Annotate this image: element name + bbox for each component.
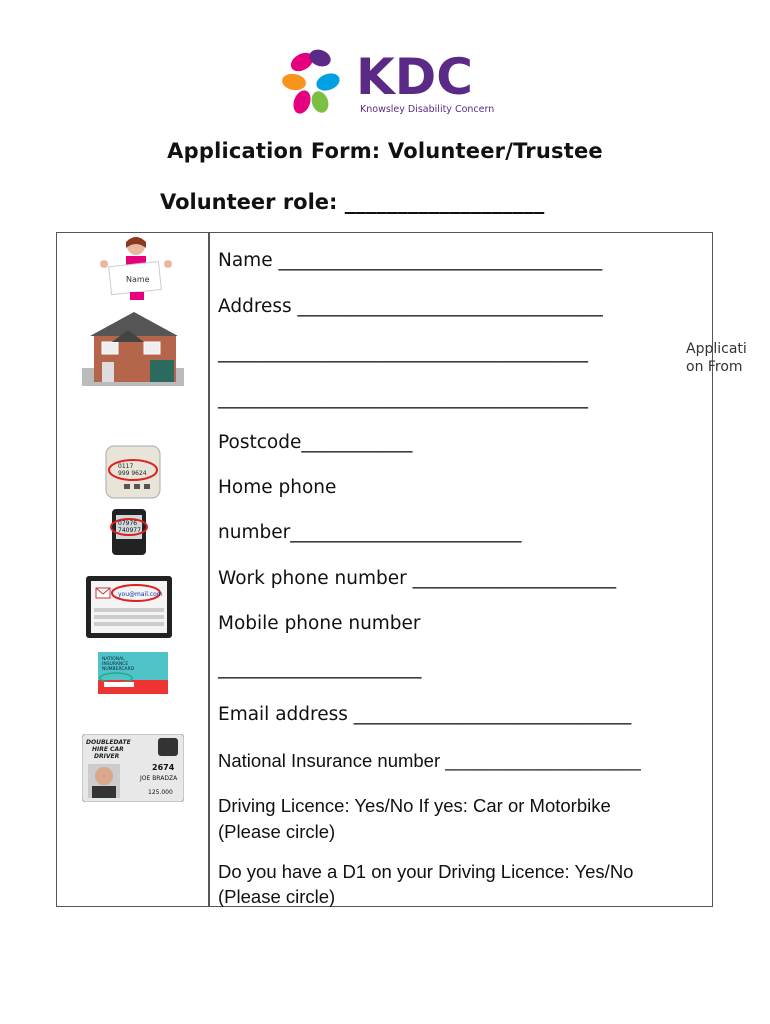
- svg-text:NUMBERCARD: NUMBERCARD: [102, 667, 135, 672]
- work-phone-field[interactable]: Work phone number ______________________: [218, 568, 617, 589]
- svg-text:DOUBLEDATE: DOUBLEDATE: [86, 739, 131, 746]
- svg-text:you@mail.com: you@mail.com: [118, 591, 163, 598]
- mobile-phone-label: Mobile phone number: [218, 613, 421, 634]
- name-field[interactable]: Name ___________________________________: [218, 250, 603, 271]
- svg-text:740977: 740977: [118, 527, 141, 534]
- svg-text:JOE BRADZA: JOE BRADZA: [140, 775, 178, 782]
- svg-text:07976: 07976: [118, 520, 138, 527]
- side-note: Applicati on From: [686, 341, 747, 375]
- svg-text:0117: 0117: [118, 463, 134, 470]
- svg-text:999 9624: 999 9624: [118, 470, 147, 477]
- mobile-phone-field[interactable]: ______________________: [218, 658, 422, 679]
- svg-text:NATIONAL: NATIONAL: [102, 657, 125, 662]
- postcode-field[interactable]: Postcode____________: [218, 432, 413, 453]
- home-phone-icon: [104, 444, 162, 500]
- d1-question[interactable]: Do you have a D1 on your Driving Licence: Yes/No: [218, 861, 634, 882]
- volunteer-role-field[interactable]: Volunteer role: ___________________: [160, 190, 545, 214]
- national-insurance-field[interactable]: National Insurance number ___________________: [218, 750, 641, 771]
- home-phone-label: Home phone: [218, 477, 337, 498]
- mobile-phone-icon: [106, 509, 152, 555]
- driving-licence-question[interactable]: Driving Licence: Yes/No If yes: Car or Motorbike: [218, 795, 611, 816]
- home-phone-field[interactable]: number_________________________: [218, 522, 522, 543]
- address-field[interactable]: Address _________________________________: [218, 296, 603, 317]
- svg-text:2674: 2674: [152, 763, 175, 772]
- logo-subtitle-text: Knowsley Disability Concern: [360, 104, 495, 115]
- address-line-2-field[interactable]: ________________________________________: [218, 342, 588, 363]
- column-divider: [208, 232, 210, 907]
- tablet-email-icon: [86, 576, 172, 638]
- page-title: Application Form: Volunteer/Trustee: [167, 139, 603, 163]
- national-insurance-card-icon: [98, 652, 168, 694]
- svg-text:INSURANCE: INSURANCE: [102, 662, 129, 667]
- house-icon: [82, 308, 184, 386]
- svg-text:125.000: 125.000: [148, 789, 173, 796]
- d1-note: (Please circle): [218, 886, 336, 907]
- kdc-logo: [272, 40, 502, 120]
- logo-kdc-text: KDC: [356, 48, 473, 106]
- address-line-3-field[interactable]: ________________________________________: [218, 388, 588, 409]
- email-field[interactable]: Email address ______________________________: [218, 704, 632, 725]
- flower-icon: [281, 47, 342, 116]
- driving-licence-note: (Please circle): [218, 821, 336, 842]
- svg-text:Name: Name: [126, 275, 150, 284]
- svg-text:HIRE CAR: HIRE CAR: [92, 746, 124, 753]
- person-holding-name-card-icon: [96, 234, 176, 300]
- svg-text:DRIVER: DRIVER: [94, 753, 120, 760]
- driving-licence-card-icon: [82, 734, 184, 802]
